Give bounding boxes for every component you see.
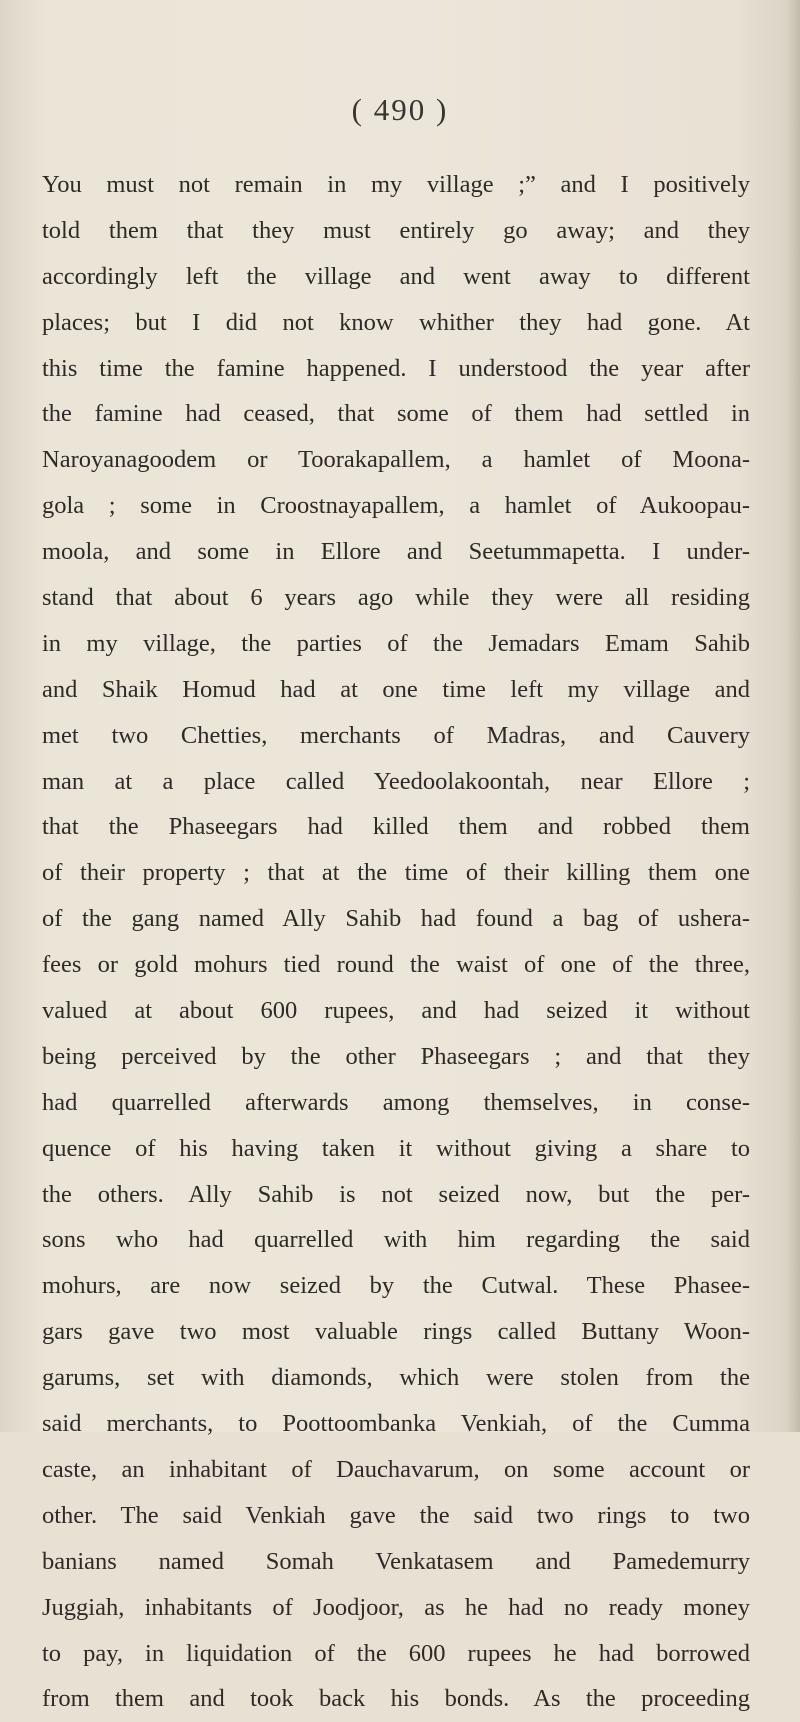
text-line: banians named Somah Venkatasem and Pamedemurry	[42, 1547, 750, 1575]
text-line: mohurs, are now seized by the Cutwal. These Phasee-	[42, 1272, 750, 1300]
text-line: the others. Ally Sahib is not seized now, but the per-	[42, 1180, 750, 1208]
text-line: met two Chetties, merchants of Madras, and Cauvery	[42, 721, 750, 749]
text-line: and Shaik Homud had at one time left my village and	[42, 675, 750, 703]
text-line: garums, set with diamonds, which were stolen from the	[42, 1364, 750, 1392]
text-line: gars gave two most valuable rings called Buttany Woon-	[42, 1318, 750, 1346]
text-line: gola ; some in Croostnayapallem, a hamlet of Aukoopau-	[42, 492, 750, 520]
text-line: other. The said Venkiah gave the said two rings to two	[42, 1501, 750, 1529]
text-line: caste, an inhabitant of Dauchavarum, on some account or	[42, 1455, 750, 1483]
body-text	[42, 162, 750, 1722]
page-number: ( 490 )	[351, 92, 449, 127]
text-line: Naroyanagoodem or Toorakapallem, a hamlet of Moona-	[42, 446, 750, 474]
text-line: of the gang named Ally Sahib had found a bag of ushera-	[42, 905, 750, 933]
text-line: in my village, the parties of the Jemadars Emam Sahib	[42, 629, 750, 657]
text-line: to pay, in liquidation of the 600 rupees he had borrowed	[42, 1639, 750, 1667]
text-line: You must not remain in my village ;” and I positively	[42, 171, 750, 198]
text-line: Juggiah, inhabitants of Joodjoor, as he had no ready money	[42, 1593, 750, 1621]
text-line: moola, and some in Ellore and Seetummapetta. I under-	[42, 538, 750, 566]
text-line: from them and took back his bonds. As the proceeding	[42, 1685, 750, 1713]
text-line: valued at about 600 rupees, and had seized it without	[42, 997, 750, 1025]
text-line: accordingly left the village and went away to different	[42, 262, 750, 290]
text-line: said merchants, to Poottoombanka Venkiah, of the Cumma	[42, 1410, 750, 1438]
text-line: man at a place called Yeedoolakoontah, near Ellore ;	[42, 767, 750, 795]
text-line: the famine had ceased, that some of them had settled in	[42, 400, 750, 428]
text-line: that the Phaseegars had killed them and robbed them	[42, 813, 750, 841]
page-edge-shadow	[786, 0, 800, 1432]
text-line: this time the famine happened. I understood the year after	[42, 354, 750, 382]
text-line: quence of his having taken it without giving a share to	[42, 1134, 750, 1162]
text-line: had quarrelled afterwards among themselves, in conse-	[42, 1088, 750, 1116]
text-line: being perceived by the other Phaseegars ; and that they	[42, 1042, 750, 1070]
text-line: places; but I did not know whither they had gone. At	[42, 308, 750, 336]
text-line: told them that they must entirely go away; and they	[42, 216, 750, 244]
text-line: sons who had quarrelled with him regarding the said	[42, 1226, 750, 1254]
text-line: of their property ; that at the time of their killing them one	[42, 859, 750, 887]
text-line: stand that about 6 years ago while they were all residing	[42, 584, 750, 612]
text-line: fees or gold mohurs tied round the waist of one of the three,	[42, 951, 750, 979]
